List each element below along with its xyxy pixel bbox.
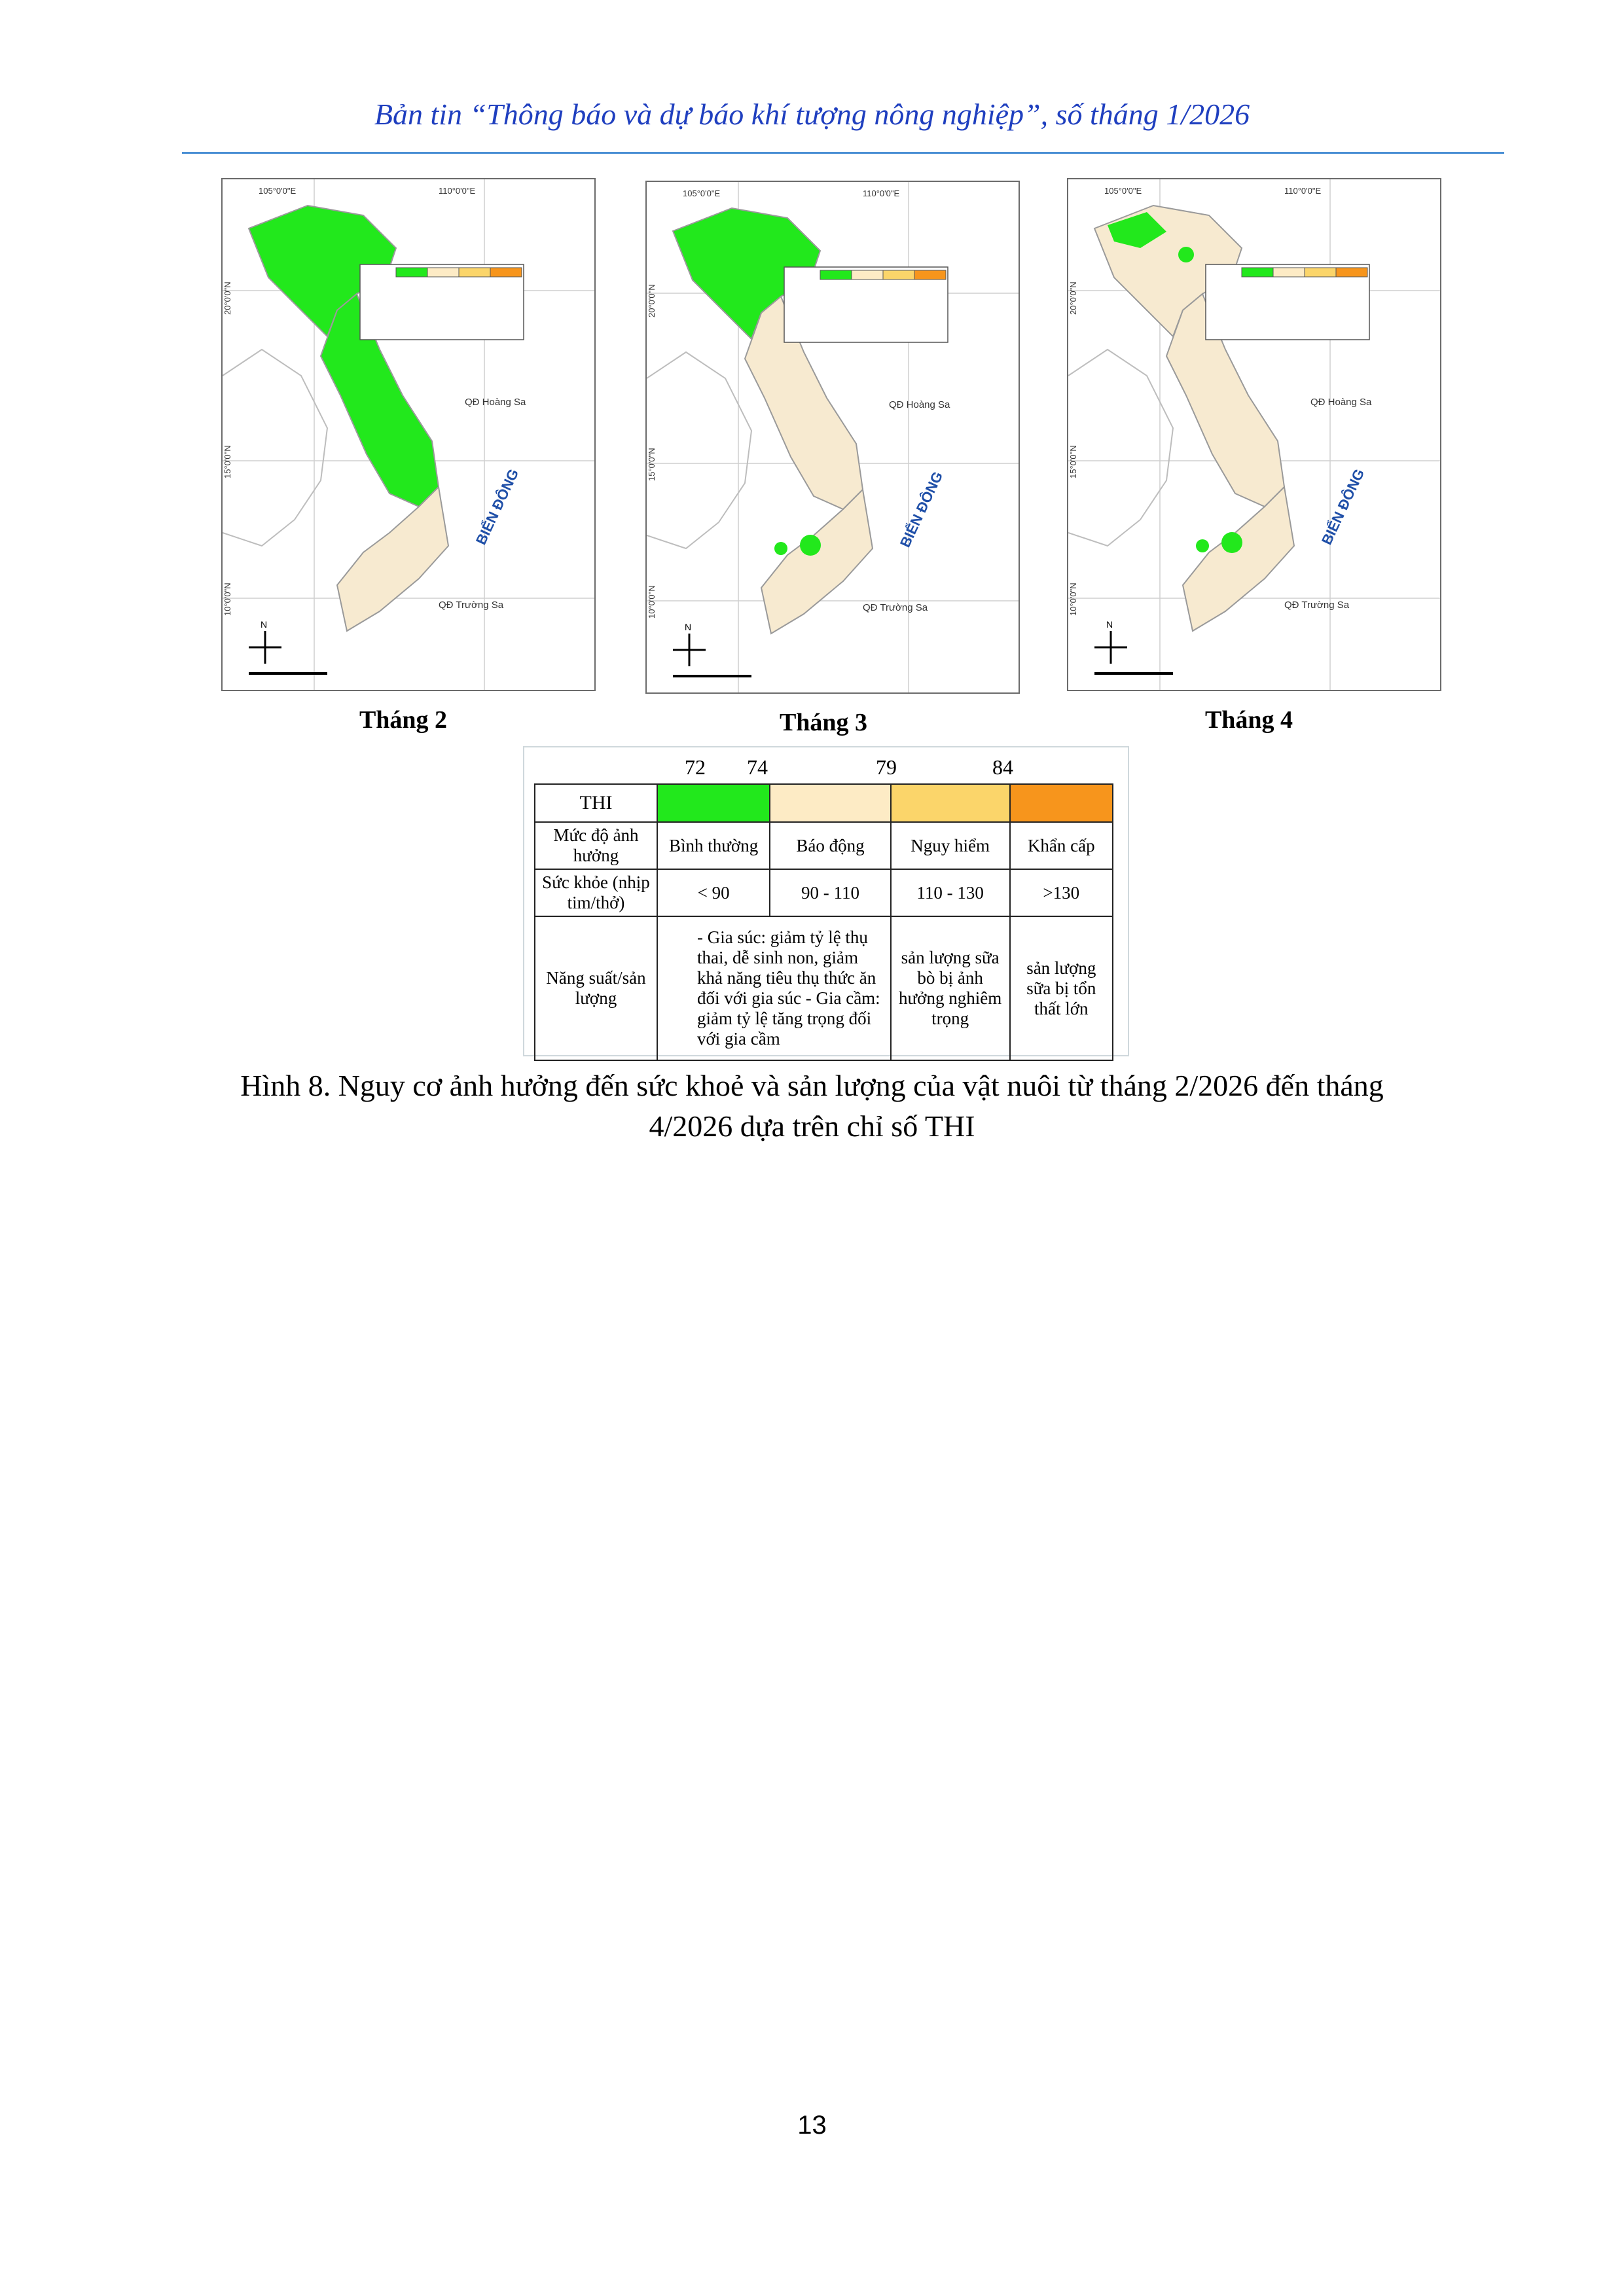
map-graphic: [223, 179, 594, 690]
paracel-label: QĐ Hoàng Sa: [889, 399, 950, 410]
threshold-84: 84: [992, 755, 1013, 779]
spratly-label: QĐ Trường Sa: [863, 602, 928, 613]
lat-label-top: 20°0'0"N: [223, 281, 232, 315]
lon-label-left: 105°0'0"E: [1104, 186, 1142, 196]
yield-alert: - Gia súc: giảm tỷ lệ thụ thai, dễ sinh non, giảm khả năng tiêu thụ thức ăn đối với gia súc - Gia cầm: giảm tỷ lệ tăng trọng đối với gia cầm: [657, 916, 891, 1060]
mini-legend-swatch: [820, 270, 852, 279]
yield-emergency: sản lượng sữa bị tổn thất lớn: [1010, 916, 1113, 1060]
lat-label-bottom: 10°0'0"N: [647, 585, 657, 619]
map-caption-month-2: Tháng 2: [359, 706, 448, 734]
level-danger: Nguy hiểm: [891, 822, 1010, 869]
figure-caption-line-2: 4/2026 dựa trên chỉ số THI: [649, 1109, 975, 1143]
lat-label-mid: 15°0'0"N: [1068, 445, 1078, 478]
level-normal: Bình thường: [657, 822, 770, 869]
region-south: [761, 490, 873, 634]
mini-legend-swatch: [914, 270, 946, 279]
paracel-label: QĐ Hoàng Sa: [465, 397, 526, 408]
region-south: [337, 487, 448, 631]
yield-danger: sản lượng sữa bò bị ảnh hưởng nghiêm trọng: [891, 916, 1010, 1060]
threshold-72: 72: [685, 755, 706, 779]
lat-label-top: 20°0'0"N: [1068, 281, 1078, 315]
figure-caption-line-1: Hình 8. Nguy cơ ảnh hưởng đến sức khoẻ và sản lượng của vật nuôi từ tháng 2/2026 đến tháng: [240, 1069, 1384, 1102]
health-label: Sức khỏe (nhịp tim/thở): [535, 869, 657, 916]
green-spot: [1221, 532, 1242, 553]
map-caption-month-4: Tháng 4: [1204, 706, 1293, 734]
thi-map-month-4: [1067, 178, 1441, 691]
paracel-label: QĐ Hoàng Sa: [1310, 397, 1372, 408]
color-emergency: [1010, 784, 1113, 822]
map-graphic: [647, 182, 1019, 692]
lon-label-left: 105°0'0"E: [259, 186, 297, 196]
green-spot: [774, 542, 787, 555]
green-spot: [1196, 539, 1209, 552]
figure-caption: [196, 1066, 1428, 1147]
legend-table: [534, 783, 1113, 1061]
health-emergency: >130: [1010, 869, 1113, 916]
lat-label-bottom: 10°0'0"N: [1068, 583, 1078, 616]
compass-north-label: N: [1106, 619, 1113, 630]
green-spot: [1178, 247, 1194, 262]
health-normal: < 90: [657, 869, 770, 916]
mini-legend-swatch: [1305, 268, 1336, 277]
health-danger: 110 - 130: [891, 869, 1010, 916]
impact-label: Mức độ ảnh hưởng: [535, 822, 657, 869]
mini-legend-swatch: [1273, 268, 1305, 277]
mini-legend-swatch: [490, 268, 522, 277]
lon-label-right: 110°0'0"E: [1284, 186, 1322, 196]
spratly-label: QĐ Trường Sa: [439, 600, 504, 611]
lon-label-left: 105°0'0"E: [683, 188, 721, 198]
region-south: [1183, 487, 1294, 631]
map-caption-month-3: Tháng 3: [779, 709, 868, 736]
bulletin-header: Bản tin “Thông báo và dự báo khí tượng nông nghiệp”, số tháng 1/2026: [374, 98, 1250, 131]
health-alert: 90 - 110: [770, 869, 890, 916]
color-alert: [770, 784, 890, 822]
map-graphic: [1068, 179, 1440, 690]
lon-label-right: 110°0'0"E: [863, 188, 900, 198]
thi-legend-table: [523, 746, 1129, 1056]
lat-label-bottom: 10°0'0"N: [223, 583, 232, 616]
page-number: 13: [797, 2111, 827, 2140]
threshold-79: 79: [876, 755, 897, 779]
mini-legend-swatch: [883, 270, 914, 279]
thi-map-month-3: [645, 181, 1020, 694]
sea-label: BIỂN ĐÔNG: [896, 469, 947, 550]
neighbour-border: [647, 352, 751, 548]
mini-legend-swatch: [1242, 268, 1273, 277]
mini-legend-swatch: [427, 268, 459, 277]
mini-legend-swatch: [1336, 268, 1367, 277]
lat-label-mid: 15°0'0"N: [223, 445, 232, 478]
spratly-label: QĐ Trường Sa: [1284, 600, 1350, 611]
green-spot: [800, 535, 821, 556]
lat-label-top: 20°0'0"N: [647, 284, 657, 317]
header-divider: [182, 152, 1504, 154]
lat-label-mid: 15°0'0"N: [647, 448, 657, 481]
sea-label: BIỂN ĐÔNG: [1318, 466, 1368, 548]
sea-label: BIỂN ĐÔNG: [472, 466, 522, 548]
level-emergency: Khẩn cấp: [1010, 822, 1113, 869]
level-alert: Báo động: [770, 822, 890, 869]
neighbour-border: [1068, 350, 1173, 546]
yield-label: Năng suất/sản lượng: [535, 916, 657, 1060]
thi-map-month-2: [221, 178, 596, 691]
compass-north-label: N: [261, 619, 268, 630]
threshold-74: 74: [747, 755, 768, 779]
mini-legend-swatch: [396, 268, 427, 277]
color-normal: [657, 784, 770, 822]
mini-legend-swatch: [459, 268, 490, 277]
thi-thresholds: [524, 755, 1128, 781]
mini-legend-swatch: [852, 270, 883, 279]
compass-north-label: N: [685, 622, 692, 632]
neighbour-border: [223, 350, 327, 546]
lon-label-right: 110°0'0"E: [439, 186, 476, 196]
thi-label: THI: [535, 784, 657, 822]
color-danger: [891, 784, 1010, 822]
